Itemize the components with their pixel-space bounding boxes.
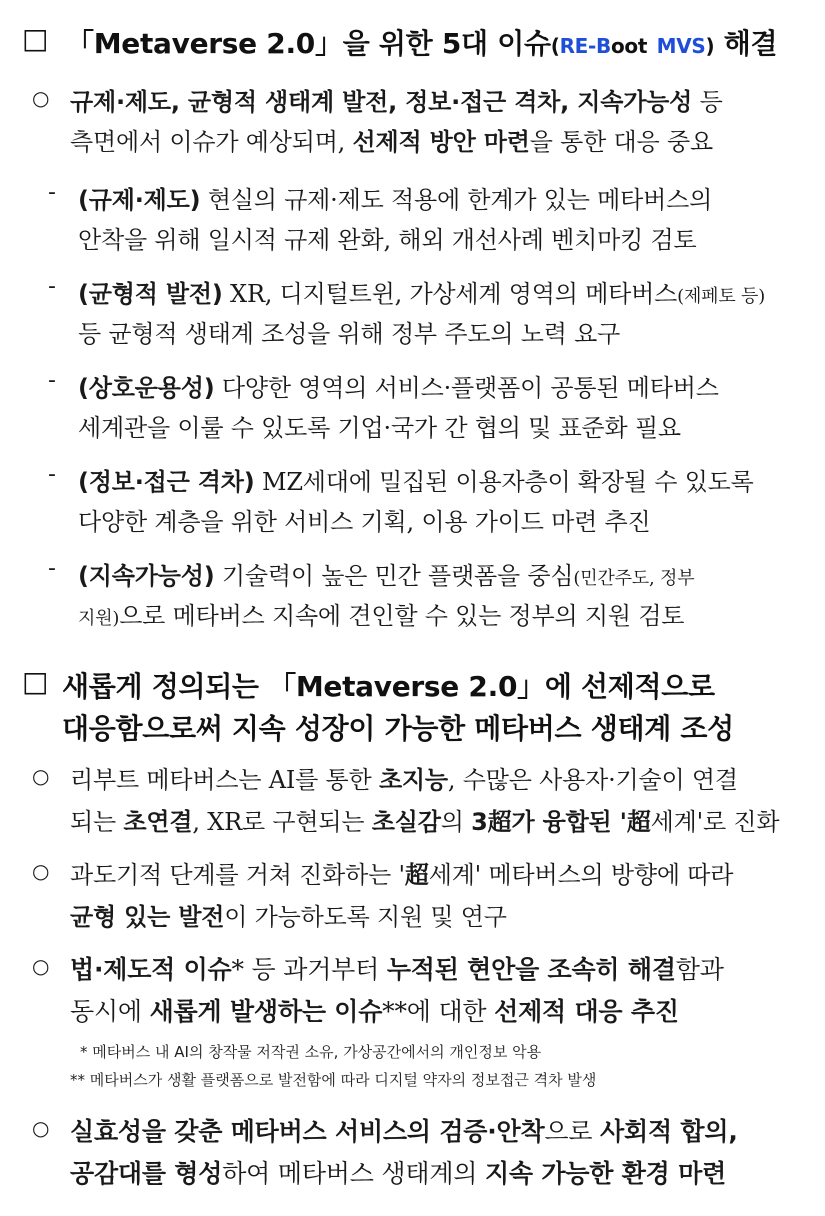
bullet-line: 공감대를 형성하여 메타버스 생태계의 지속 가능한 환경 마련 (70, 1159, 727, 1188)
sub-line: 지원)으로 메타버스 지속에 견인할 수 있는 정부의 지원 검토 (78, 602, 685, 630)
section2-title-line2: 대응함으로써 지속 성장이 가능한 메타버스 생태계 조성 (62, 712, 734, 745)
circle-bullet-icon: ○ (32, 1116, 50, 1140)
bullet-line: 리부트 메타버스는 AI를 통한 초지능, 수많은 사용자·기술이 연결 (70, 766, 738, 794)
sub-line: 다양한 계층을 위한 서비스 기획, 이용 가이드 마련 추진 (78, 508, 651, 536)
footnote-1: * 메타버스 내 AI의 창작물 저작권 소유, 가상공간에서의 개인정보 악용 (80, 1043, 542, 1061)
bullet-line: 실효성을 갖춘 메타버스 서비스의 검증·안착으로 사회적 합의, (70, 1117, 738, 1146)
bullet-line: 법·제도적 이슈* 등 과거부터 누적된 현안을 조속히 해결함과 (70, 955, 724, 984)
sub-line: (상호운용성) 다양한 영역의 서비스·플랫폼이 공통된 메타버스 (78, 374, 719, 402)
sub-line: (정보·접근 격차) MZ세대에 밀집된 이용자층이 확장될 수 있도록 (78, 468, 754, 496)
circle-bullet-icon: ○ (32, 86, 50, 110)
checkbox-square-icon: □ (22, 665, 49, 698)
circle-bullet-icon: ○ (32, 859, 50, 883)
sub-line: (균형적 발전) XR, 디지털트윈, 가상세계 영역의 메타버스(제페토 등) (78, 280, 766, 308)
sub-line: 안착을 위해 일시적 규제 완화, 해외 개선사례 벤치마킹 검토 (78, 226, 697, 254)
circle-bullet-icon: ○ (32, 954, 50, 978)
document-page: □ 「Metaverse 2.0」을 위한 5대 이슈(RE-Boot MVS) 해결 ○ 규제·제도, 균형적 생태계 발전, 정보·접근 격차, 지속가능성 등 측면에서 이슈가 예상되며, 선제적 방안 마련을 통한 대응 중요 - (규제·제도) 현실의 규제·제도 적용에 한계가 있는 메타버스의 안착을 위해 일시적 규제 완화, 해외 개선사례 벤치마킹 검토 - (균형적 발전) XR, 디지털트윈, 가상세계 영역의 메타버스(제페토 등) 등 균형적 생태계 조성을 위해 정부 주도의 노력 요구 - (상호운용성) 다양한 영역의 서비스·플랫폼이 공통된 메타버스 세계관을 이룰 수 있도록 기업·국가 간 협의 및 표준화 필요 - (정보·접근 격차) MZ세대에 밀집된 이용자층이 확장될 수 있도록 다양한 계층을 위한 서비스 기획, 이용 가이드 마련 추진 - (지속가능성) 기술력이 높은 민간 플랫폼을 중심(민간주도, 정부 지원)으로 메타버스 지속에 견인할 수 있는 정부의 지원 검토 □ 새롭게 정의되는 「Metaverse 2.0」에 선제적으로 대응함으로써 지속 성장이 가능한 메타버스 생태계 조성 ○ 리부트 메타버스는 AI를 통한 초지능, 수많은 사용자·기술이 연결 되는 초연결, XR로 구현되는 초실감의 3超가 융합된 '超세계'로 진화 ○ 과도기적 단계를 거쳐 진화하는 '超세계' 메타버스의 방향에 따라 균형 있는 발전이 가능하도록 지원 및 연구 ○ 법·제도적 이슈* 등 과거부터 누적된 현안을 조속히 해결함과 동시에 새롭게 발생하는 이슈**에 대한 선제적 대응 추진 * 메타버스 내 AI의 창작물 저작권 소유, 가상공간에서의 개인정보 악용 ** 메타버스가 생활 플랫폼으로 발전함에 따라 디지털 약자의 정보접근 격차 발생 ○ 실효성을 갖춘 메타버스 서비스의 검증·안착으로 사회적 합의, 공감대를 형성하여 메타버스 생태계의 지속 가능한 환경 마련 (22, 22, 780, 1188)
sub-line: 등 균형적 생태계 조성을 위해 정부 주도의 노력 요구 (78, 320, 621, 348)
bullet-line: 동시에 새롭게 발생하는 이슈**에 대한 선제적 대응 추진 (70, 997, 679, 1026)
footnote-2: ** 메타버스가 생활 플랫폼으로 발전함에 따라 디지털 약자의 정보접근 격차 발생 (70, 1071, 597, 1089)
circle-bullet-icon: ○ (32, 764, 50, 788)
section1-title: 「Metaverse 2.0」을 위한 5대 이슈(RE-Boot MVS) 해결 (66, 27, 778, 60)
sub-line: (규제·제도) 현실의 규제·제도 적용에 한계가 있는 메타버스의 (78, 186, 713, 214)
bullet-line: 과도기적 단계를 거쳐 진화하는 '超세계' 메타버스의 방향에 따라 (70, 861, 734, 889)
sub-line: 세계관을 이룰 수 있도록 기업·국가 간 협의 및 표준화 필요 (78, 414, 681, 442)
bullet-line: 측면에서 이슈가 예상되며, 선제적 방안 마련을 통한 대응 중요 (70, 128, 713, 156)
bullet-line: 균형 있는 발전이 가능하도록 지원 및 연구 (70, 903, 507, 931)
sub-line: (지속가능성) 기술력이 높은 민간 플랫폼을 중심(민간주도, 정부 (78, 562, 695, 590)
section2-title-line1: 새롭게 정의되는 「Metaverse 2.0」에 선제적으로 (62, 670, 715, 703)
checkbox-square-icon: □ (22, 22, 49, 55)
bullet-line: 규제·제도, 균형적 생태계 발전, 정보·접근 격차, 지속가능성 등 (70, 88, 723, 116)
bullet-line: 되는 초연결, XR로 구현되는 초실감의 3超가 융합된 '超세계'로 진화 (70, 808, 780, 836)
